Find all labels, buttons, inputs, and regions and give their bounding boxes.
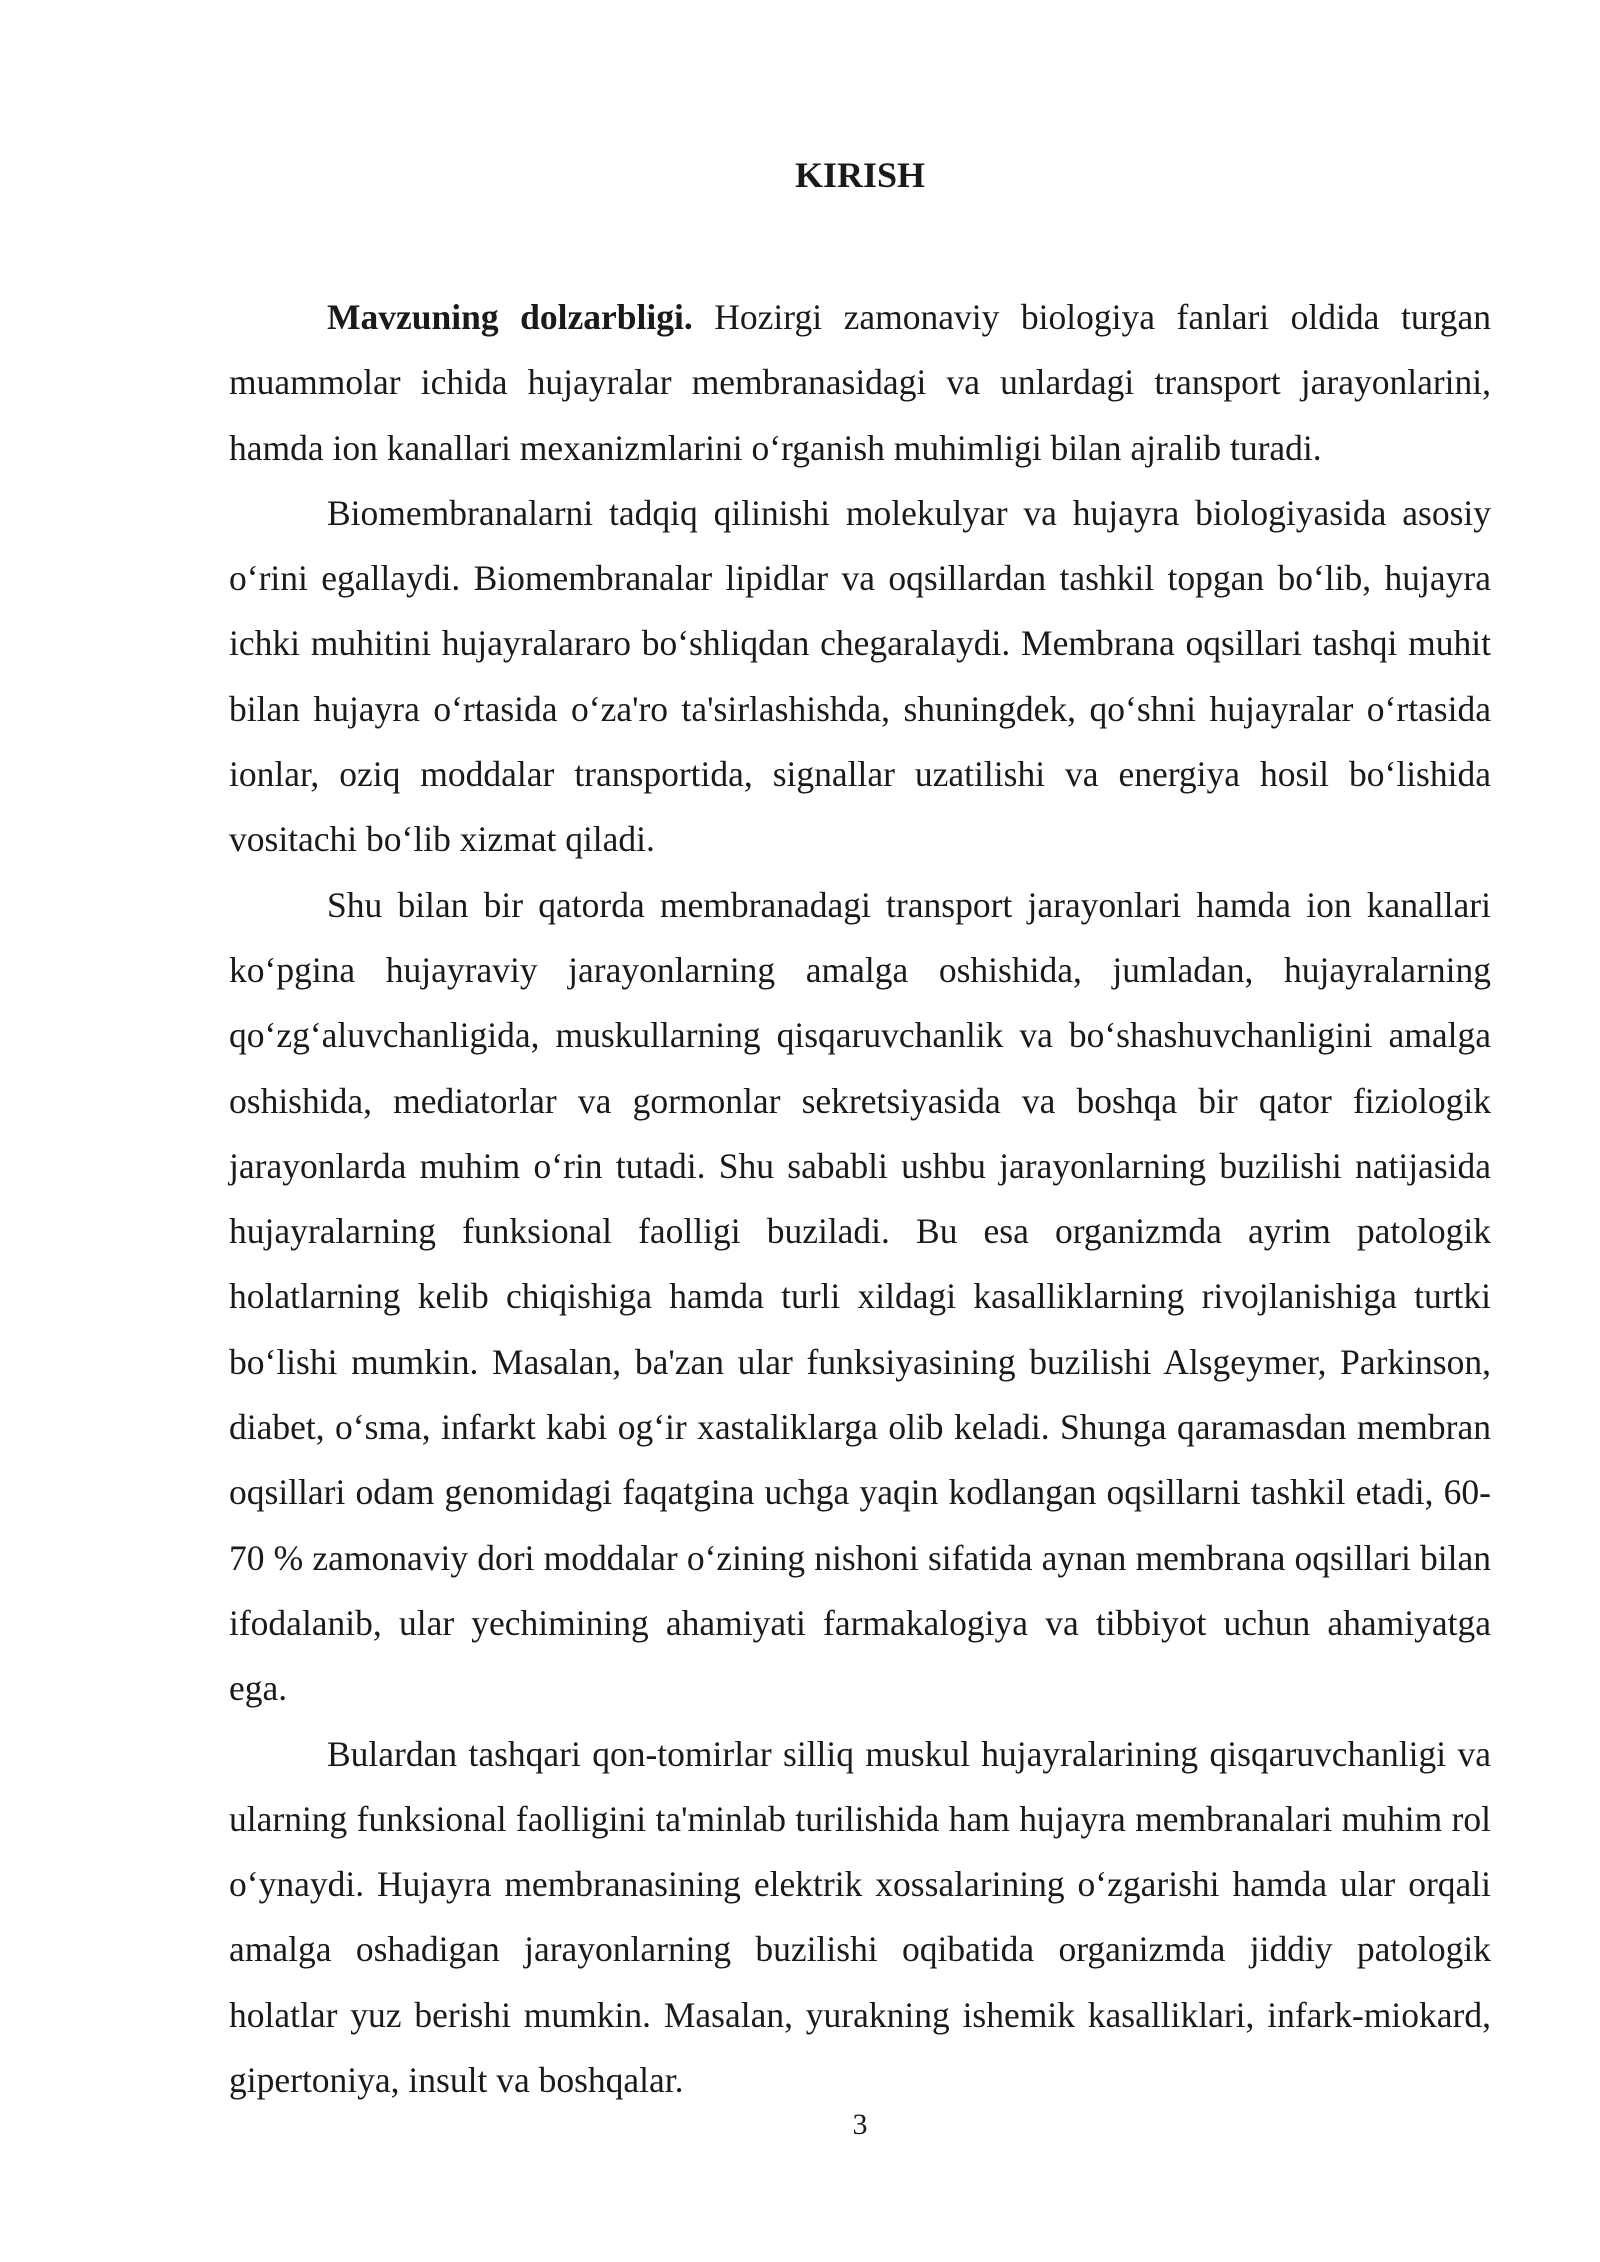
paragraph-text: Hozirgi zamonaviy biologiya fanlari oldida turgan muammolar ichida hujayralar membranasidagi va unlardagi transport jarayonlarini, hamda ion kanallari mexanizmlarini o‘rganish muhimligi bilan ajralib turadi. [229,297,1492,468]
paragraph-lead-heading: Mavzuning dolzarbligi. [327,297,693,337]
paragraph-biomembranes: Biomembranalarni tadqiq qilinishi molekulyar va hujayra biologiyasida asosiy o‘rini egallaydi. Biomembranalar lipidlar va oqsillardan tashkil topgan bo‘lib, hujayra ichki muhitini hujayralararo bo‘shliqdan chegaralaydi. Membrana oqsillari tashqi muhit bilan hujayra o‘rtasida o‘za'ro ta'sirlashishda, shuningdek, qo‘shni hujayralar o‘rtasida ionlar, oziq moddalar transportida, signallar uzatilishi va energiya hosil bo‘lishida vositachi bo‘lib xizmat qiladi. [229,492,1491,860]
page-number: 3 [852,2108,868,2141]
section-title: KIRISH [794,155,926,195]
paragraph-transport-processes: Shu bilan bir qatorda membranadagi transport jarayonlari hamda ion kanallari ko‘pgina hujayraviy jarayonlarning amalga oshishida, jumladan, hujayralarning qo‘zg‘aluvchanligida, muskullarning qisqaruvchanlik va bo‘shashuvchanligini amalga oshishida, mediatorlar va gormonlar sekretsiyasida va boshqa bir qator fiziologik jarayonlarda muhim o‘rin tutadi. Shu sababli ushbu jarayonlarning buzilishi natijasida hujayralarning funksional faolligi buziladi. Bu esa organizmda ayrim patologik holatlarning kelib chiqishiga hamda turli xildagi kasalliklarning rivojlanishiga turtki bo‘lishi mumkin. Masalan, ba'zan ular funksiyasining buzilishi Alsgeymer, Parkinson, diabet, o‘sma, infarkt kabi og‘ir xastaliklarga olib keladi. Shunga qaramasdan membran oqsillari odam genomidagi faqatgina uchga yaqin kodlangan oqsillarni tashkil etadi, 60-70 % zamonaviy dori moddalar o‘zining nishoni sifatida aynan membrana oqsillari bilan ifodalanib, ular yechimining ahamiyati farmakalogiya va tibbiyot uchun ahamiyatga ega. [229,884,1491,1709]
paragraph-relevance [229,285,1491,481]
body-text [229,285,1491,2113]
paragraph-smooth-muscle: Bulardan tashqari qon-tomirlar silliq muskul hujayralarining qisqaruvchanligi va ularning funksional faolligini ta'minlab turilishida ham hujayra membranalari muhim rol o‘ynaydi. Hujayra membranasining elektrik xossalarining o‘zgarishi hamda ular orqali amalga oshadigan jarayonlarning buzilishi oqibatida organizmda jiddiy patologik holatlar yuz berishi mumkin. Masalan, yurakning ishemik kasalliklari, infark-miokard, gipertoniya, insult va boshqalar. [229,1733,1491,2101]
